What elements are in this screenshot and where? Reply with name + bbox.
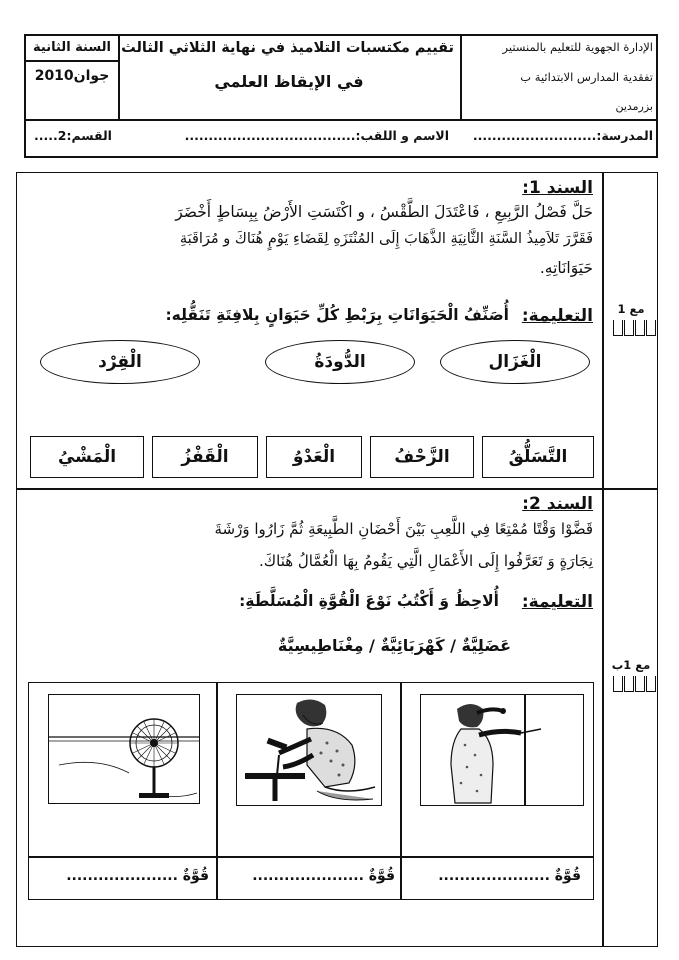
picture-table-col-1 <box>216 682 218 900</box>
section2-heading: السند 2: <box>522 494 593 514</box>
movement-jumping[interactable]: الْقَفْزُ <box>152 436 258 478</box>
admin-line-3: بزرمدين <box>615 100 653 113</box>
section1-heading: السند 1: <box>522 178 593 198</box>
header-date-divider <box>24 60 119 62</box>
grade-column-divider <box>602 172 604 947</box>
boy-hammering-icon <box>237 695 381 805</box>
class-field[interactable]: القسم:2..... <box>34 128 112 143</box>
force-options: عَضَلِيَّةٌ / كَهْرَبَائِيَّةٌ / مِغْنَاطِيسِيَّةٌ <box>277 636 511 655</box>
movement-crawling[interactable]: الزَّحْفُ <box>370 436 474 478</box>
board-picture <box>420 694 584 806</box>
exam-date: جوان2010 <box>34 68 110 84</box>
section2-grade-boxes[interactable] <box>612 676 656 692</box>
section1-grade-boxes[interactable] <box>612 320 656 336</box>
school-field[interactable]: المدرسة:.......................... <box>472 128 653 143</box>
section1-instruction-text: أُصَنِّفُ الْحَيَوَانَاتِ بِرَبْطِ كُلِّ حَيَوَانٍ بِلافِتَةِ تَنَقُّلِه: <box>165 306 509 324</box>
section1-line-3: حَيَوَانَاتِهِ. <box>539 259 593 277</box>
answer-field-2[interactable]: قُوَّةٌ ..................... <box>252 868 395 884</box>
movement-running[interactable]: الْعَدْوُ <box>266 436 362 478</box>
answer-field-1[interactable]: قُوَّةٌ ..................... <box>438 868 581 884</box>
section2-line-1: قَضَّوْا وَقْتًا مُمْتِعًا فِي اللَّعِبِ بَيْنَ أَحْضَانِ الطَّبِيعَةِ ثُمَّ زَارُوا وَرْشَةَ <box>214 520 593 538</box>
section1-line-2: فَقَرَّرَ تَلاَمِيذُ السَّنَةِ الثَّانِيَةِ الذَّهَابَ إِلَى المُنْتَزَهِ لِقَضَاءِ يَوْمٍ هُنَاكَ و مُرَاقَبَةِ <box>179 231 593 247</box>
animal-gazelle[interactable]: الْغَزَال <box>440 340 590 384</box>
movement-climbing[interactable]: التَّسَلُّقُ <box>482 436 594 478</box>
boy-at-board-icon <box>421 695 583 805</box>
electric-fan-icon <box>49 695 199 803</box>
page-subtitle: في الإيقاظ العلمي <box>214 72 364 91</box>
admin-line-2: تفقدية المدارس الابتدائية ب <box>520 70 653 84</box>
picture-table-col-2 <box>400 682 402 900</box>
animal-monkey[interactable]: الْقِرْد <box>40 340 200 384</box>
section2-instruction-text: أُلاحِظُ وَ أَكْتُبُ نَوْعَ الْقُوَّةِ الْمُسَلَّطَةِ: <box>239 592 499 610</box>
page-title: تقييم مكتسبات التلاميذ في نهاية الثلاثي الثالث <box>121 40 454 56</box>
admin-line-1: الإدارة الجهوية للتعليم بالمنستير <box>502 40 653 54</box>
name-field[interactable]: الاسم و اللقب:.................................... <box>184 128 449 143</box>
header-col-divider-right <box>460 34 462 121</box>
section2-line-2: نِجَارَةٍ وَ تَعَرَّفُوا إِلَى الأَعْمَالِ الَّتِي يَقُومُ بِهَا الْعُمَّالُ هُنَاكَ. <box>259 552 593 570</box>
section1-line-1: حَلَّ فَصْلُ الرَّبِيعِ ، فَاعْتَدَلَ الطَّقْسُ ، و اكْتَسَتِ الأَرْضُ بِبِسَاطٍ أَخْضَرَ <box>175 203 593 221</box>
header-col-divider-left <box>118 34 120 121</box>
section2-instruction-label: التعليمة: <box>521 592 593 612</box>
section-divider <box>16 488 658 490</box>
section1-grade-label: مع 1 <box>617 302 645 316</box>
section1-instruction-label: التعليمة: <box>521 306 593 326</box>
year-level: السنة الثانية <box>33 40 111 55</box>
picture-table-row <box>28 856 594 858</box>
hammering-picture <box>236 694 382 806</box>
section2-grade-label: مع 1ب <box>611 658 651 672</box>
answer-field-3[interactable]: قُوَّةٌ ..................... <box>66 868 209 884</box>
movement-walking[interactable]: الْمَشْيُ <box>30 436 144 478</box>
fan-picture <box>48 694 200 804</box>
animal-worm[interactable]: الدُّودَةُ <box>265 340 415 384</box>
